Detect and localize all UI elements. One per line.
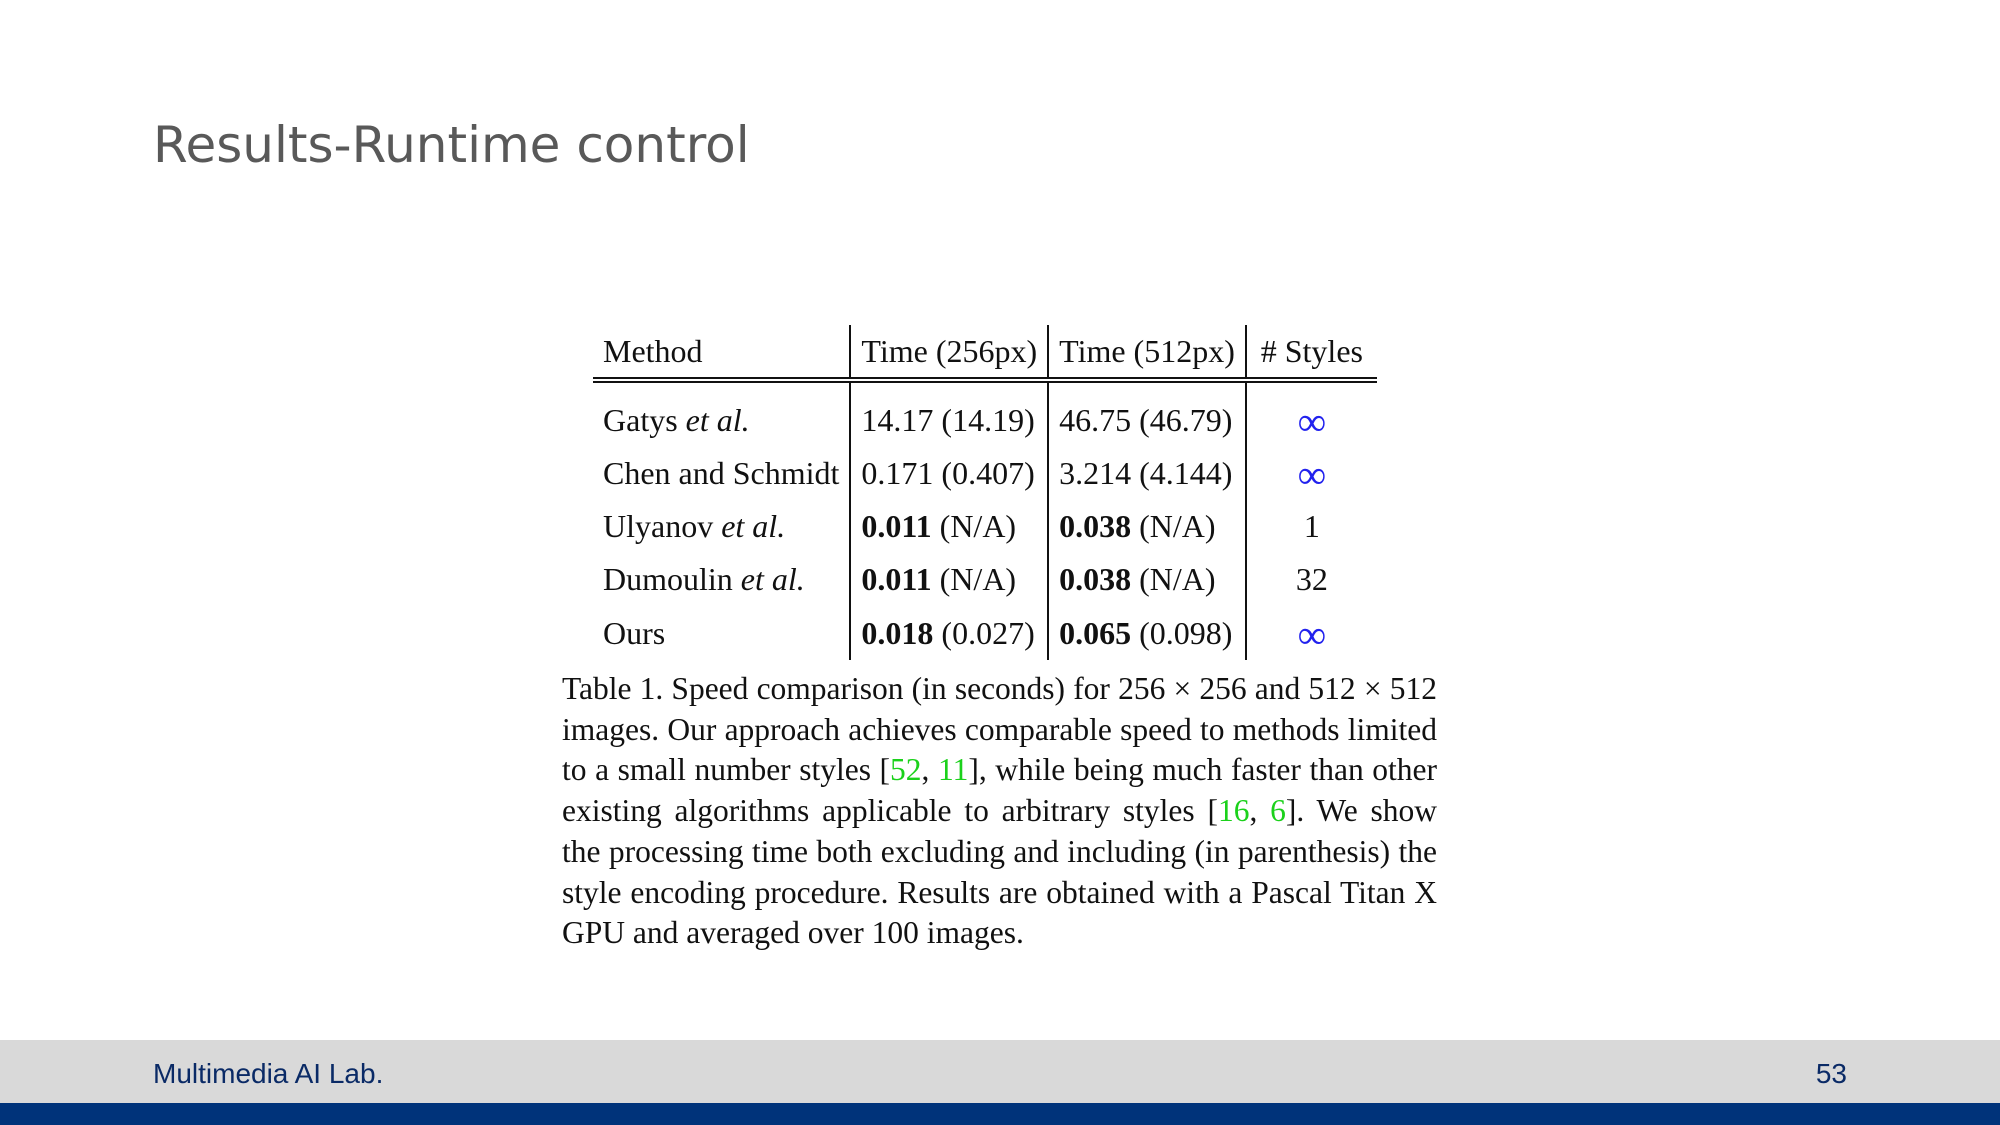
method-name: Ulyanov	[603, 507, 722, 544]
table-row	[593, 380, 1377, 446]
method-etal: et al.	[685, 401, 750, 438]
table-row	[593, 499, 1377, 552]
time-512-cell	[1048, 380, 1246, 446]
time-512-value: 46.75 (46.79)	[1059, 401, 1233, 438]
speed-comparison-table	[593, 325, 1377, 660]
time-512-best: 0.065	[1059, 614, 1132, 651]
method-cell	[593, 605, 850, 660]
method-cell	[593, 552, 850, 605]
footer-lab-name: Multimedia AI Lab.	[153, 1058, 384, 1089]
caption-text: ], while being much faster than other existing algorithms applicable to arbitrary styles [	[562, 752, 1437, 829]
caption-text: Table 1. Speed comparison (in seconds) for 256 × 256 and 512 × 512 images. Our approach achieves comparable speed to methods limited to a small number styles [	[562, 671, 1437, 788]
time-512-value: 3.214 (4.144)	[1059, 454, 1233, 491]
method-etal: et al.	[721, 507, 786, 544]
time-256-value: (N/A)	[931, 507, 1017, 544]
method-name: Dumoulin	[603, 560, 741, 597]
styles-cell	[1246, 552, 1377, 605]
results-figure	[560, 322, 1440, 952]
table-header-row	[593, 325, 1377, 380]
time-512-value: (N/A)	[1131, 560, 1216, 597]
citation-link[interactable]: 52	[890, 752, 922, 788]
time-256-cell	[850, 605, 1048, 660]
slide-title: Results-Runtime control	[153, 116, 750, 174]
time-512-best: 0.038	[1059, 560, 1132, 597]
styles-cell	[1246, 499, 1377, 552]
styles-cell	[1246, 605, 1377, 660]
time-512-value: (N/A)	[1131, 507, 1216, 544]
time-512-value: (0.098)	[1131, 614, 1233, 651]
citation-link[interactable]: 11	[938, 752, 969, 788]
header-method: Method	[593, 325, 850, 380]
time-256-value: (N/A)	[931, 560, 1017, 597]
page-number: 53	[1815, 1058, 1847, 1089]
time-512-cell	[1048, 499, 1246, 552]
time-256-cell	[850, 446, 1048, 499]
time-512-cell	[1048, 446, 1246, 499]
method-name: Ours	[603, 614, 666, 651]
time-256-best: 0.011	[861, 507, 932, 544]
infinity-symbol: ∞	[1297, 398, 1327, 444]
time-256-best: 0.018	[861, 614, 934, 651]
styles-count: 32	[1295, 560, 1328, 597]
footer-stripe	[0, 1103, 2000, 1125]
table-row	[593, 552, 1377, 605]
styles-cell	[1246, 446, 1377, 499]
citation-link[interactable]: 16	[1217, 793, 1250, 829]
time-256-value: (0.027)	[933, 614, 1035, 651]
header-time-512: Time (512px)	[1048, 325, 1246, 380]
method-cell	[593, 380, 850, 446]
styles-cell	[1246, 380, 1377, 446]
time-512-cell	[1048, 605, 1246, 660]
time-256-cell	[850, 552, 1048, 605]
method-cell	[593, 446, 850, 499]
caption-text: ]. We show the processing time both excluding and including (in parenthesis) the style encoding procedure. Results are obtained with a Pascal Titan X GPU and averaged over 100 images.	[562, 793, 1438, 951]
time-256-value: 0.171 (0.407)	[861, 454, 1035, 491]
infinity-symbol: ∞	[1297, 451, 1327, 497]
time-256-value: 14.17 (14.19)	[861, 401, 1035, 438]
styles-count: 1	[1303, 507, 1320, 544]
table-caption	[562, 669, 1437, 954]
table-row	[593, 446, 1377, 499]
caption-separator: ,	[921, 752, 938, 788]
caption-separator: ,	[1249, 793, 1271, 829]
citation-link[interactable]: 6	[1270, 793, 1286, 829]
table-row	[593, 605, 1377, 660]
infinity-symbol: ∞	[1297, 611, 1327, 657]
time-256-cell	[850, 380, 1048, 446]
time-256-cell	[850, 499, 1048, 552]
method-name: Chen and Schmidt	[603, 454, 840, 491]
time-512-cell	[1048, 552, 1246, 605]
method-name: Gatys	[603, 401, 686, 438]
time-512-best: 0.038	[1059, 507, 1132, 544]
time-256-best: 0.011	[861, 560, 932, 597]
header-styles: # Styles	[1260, 333, 1363, 369]
method-cell	[593, 499, 850, 552]
header-time-256: Time (256px)	[850, 325, 1048, 380]
method-etal: et al.	[740, 560, 805, 597]
